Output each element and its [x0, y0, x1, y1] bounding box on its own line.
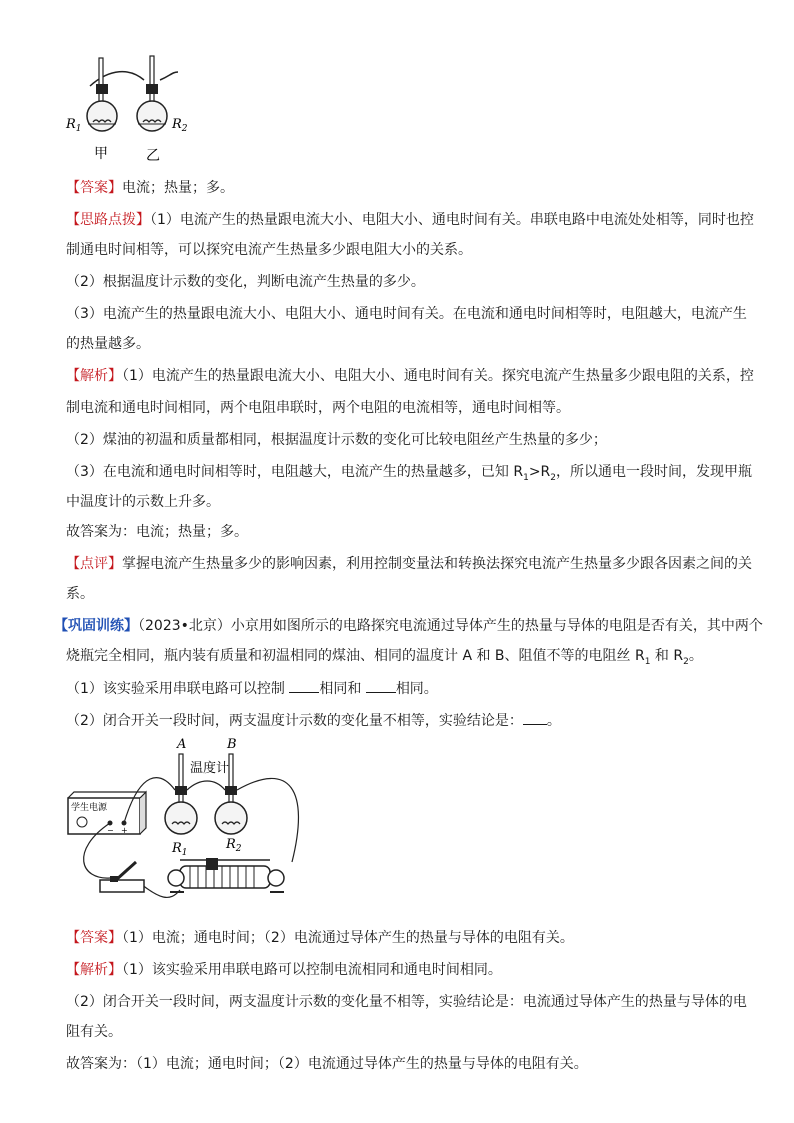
label-thermometer: 温度计	[190, 761, 230, 776]
blank-1[interactable]	[289, 678, 319, 693]
svg-text:R2: $R_2$	[226, 837, 242, 854]
flask-yi	[137, 56, 167, 131]
blank-2[interactable]	[366, 678, 396, 693]
figure-flasks-jia-yi	[60, 50, 200, 170]
rheostat	[168, 858, 284, 892]
answer-1: 【答案】电流；热量；多。	[66, 180, 234, 196]
svg-text:−: −	[107, 826, 114, 835]
answer-2: 【答案】（1）电流；通电时间；（2）电流通过导体产生的热量与导体的电阻有关。	[66, 930, 574, 946]
hint-line-1: 【思路点拨】（1）电流产生的热量跟电流大小、电阻大小、通电时间有关。串联电路中电流处处相等，同时也控	[66, 212, 754, 228]
analysis1-line-5: 中温度计的示数上升多。	[66, 494, 220, 510]
hint-line-2: 制通电时间相等，可以探究电流产生热量多少跟电阻大小的关系。	[66, 242, 472, 258]
svg-text:学生电源: 学生电源	[71, 803, 108, 813]
analysis1-line-4: （3）在电流和通电时间相等时，电阻越大，电流产生的热量越多，已知 $R_1>R_2$，所以通电一段时间，发现甲瓶	[66, 464, 753, 483]
exercise-line-1: 【巩固训练】（2023•北京）小京用如图所示的电路探究电流通过导体产生的热量与导体的电阻是否有关，其中两个	[54, 618, 763, 634]
figure-circuit	[60, 730, 350, 920]
hint-line-5: 的热量越多。	[66, 336, 150, 352]
analysis1-answer: 故答案为：电流；热量；多。	[66, 524, 248, 540]
power-supply	[68, 792, 146, 835]
hint-line-3: （2）根据温度计示数的变化，判断电流产生热量的多少。	[66, 274, 425, 290]
flask-jia	[87, 58, 117, 131]
label-yi: 乙	[146, 148, 160, 164]
exercise-line-2: 烧瓶完全相同，瓶内装有质量和初温相同的煤油、相同的温度计 A 和 B、阻值不等的电阻丝 $R_1$ 和 $R_2$。	[66, 648, 703, 667]
analysis1-line-1: 【解析】（1）电流产生的热量跟电流大小、电阻大小、通电时间有关。探究电流产生热量多少跟电阻的关系，控	[66, 368, 754, 384]
analysis2-answer: 故答案为：（1）电流；通电时间；（2）电流通过导体产生的热量与导体的电阻有关。	[66, 1056, 588, 1072]
svg-text:+: +	[121, 826, 128, 835]
analysis2-line-2: （2）闭合开关一段时间，两支温度计示数的变化量不相等，实验结论是：电流通过导体产生的热量与导体的电	[66, 994, 747, 1010]
label-jia: 甲	[94, 146, 108, 162]
label-a: A	[177, 737, 187, 752]
blank-3[interactable]	[523, 710, 547, 725]
svg-text:R1: $R_1$	[66, 117, 82, 134]
switch	[100, 862, 144, 892]
hint-line-4: （3）电流产生的热量跟电流大小、电阻大小、通电时间有关。在电流和通电时间相等时，电阻越大，电流产生	[66, 306, 747, 322]
label-b: B	[227, 737, 237, 752]
svg-text:R1: $R_1$	[172, 841, 188, 858]
analysis2-line-1: 【解析】（1）该实验采用串联电路可以控制电流相同和通电时间相同。	[66, 962, 502, 978]
analysis1-line-2: 制电流和通电时间相同，两个电阻串联时，两个电阻的电流相等，通电时间相等。	[66, 400, 570, 416]
comment-line-2: 系。	[66, 586, 94, 602]
comment-line-1: 【点评】掌握电流产生热量多少的影响因素，利用控制变量法和转换法探究电流产生热量多少跟各因素之间的关	[66, 556, 752, 572]
exercise-question-1: （1）该实验采用串联电路可以控制 相同和 相同。	[66, 678, 438, 699]
svg-text:R2: $R_2$	[172, 117, 188, 134]
exercise-question-2: （2）闭合开关一段时间，两支温度计示数的变化量不相等，实验结论是： 。	[66, 710, 561, 731]
analysis1-line-3: （2）煤油的初温和质量都相同，根据温度计示数的变化可比较电阻丝产生热量的多少；	[66, 432, 607, 448]
analysis2-line-3: 阻有关。	[66, 1024, 122, 1040]
